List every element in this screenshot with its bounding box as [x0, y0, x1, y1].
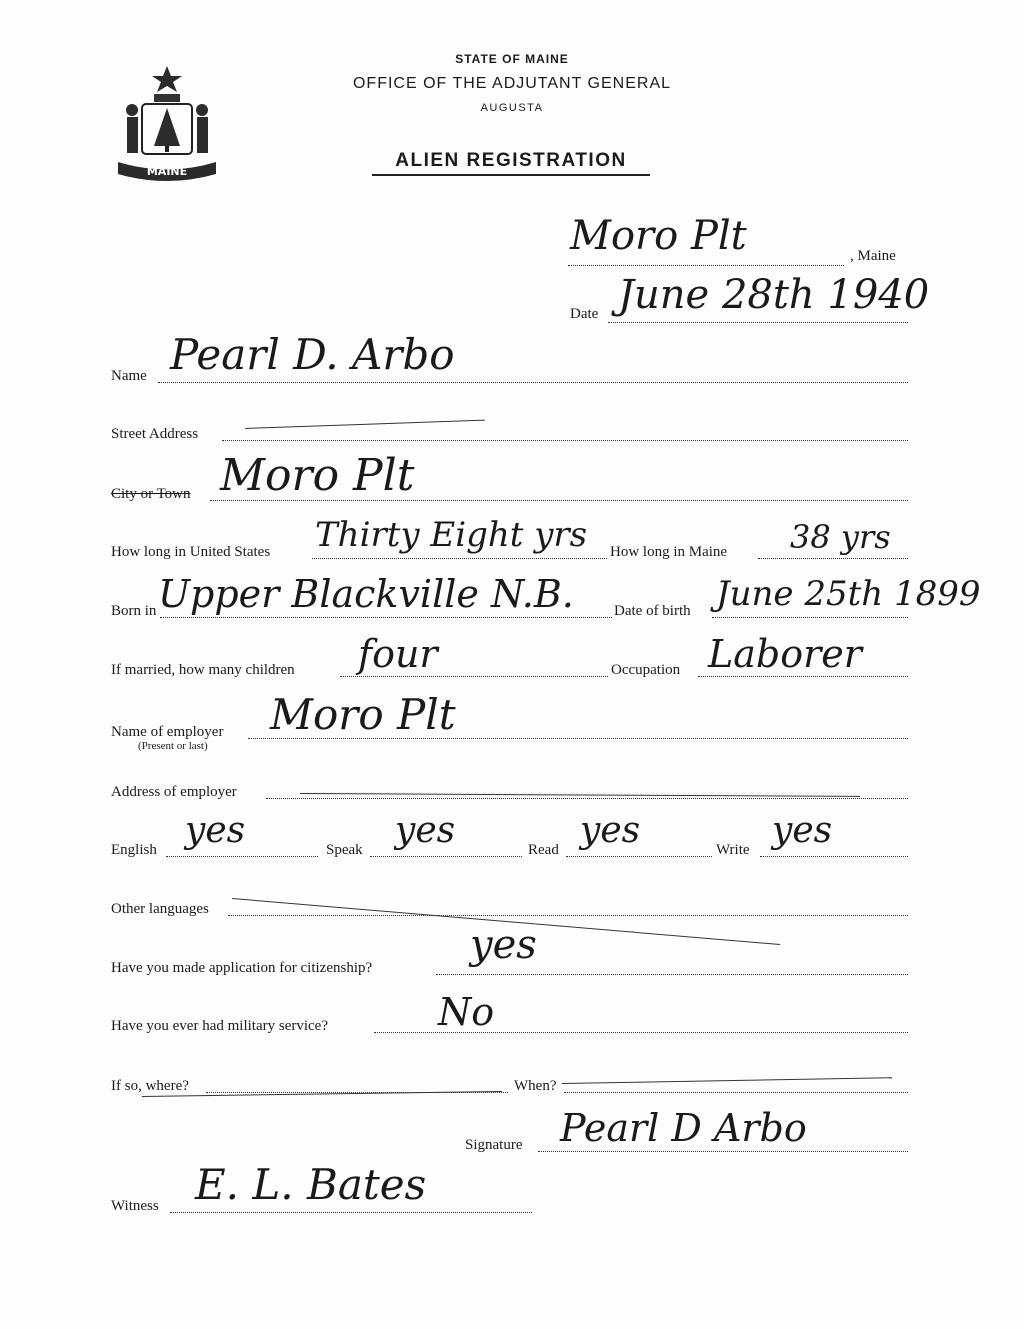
place-value[interactable]: Moro Plt: [570, 213, 747, 259]
name-value[interactable]: Pearl D. Arbo: [170, 330, 455, 379]
military-label: Have you ever had military service?: [111, 1018, 328, 1034]
how-long-us-line: [312, 558, 607, 559]
children-line: [340, 676, 608, 677]
employer-value[interactable]: Moro Plt: [270, 690, 456, 739]
employer-address-label: Address of employer: [111, 784, 237, 800]
employer-sublabel: (Present or last): [138, 740, 208, 752]
born-in-value[interactable]: Upper Blackville N.B.: [158, 572, 574, 616]
street-address-line: [222, 440, 908, 441]
name-label: Name: [111, 368, 147, 384]
employer-label: Name of employer: [111, 724, 224, 740]
city-town-value[interactable]: Moro Plt: [220, 450, 415, 501]
form-title: ALIEN REGISTRATION: [372, 150, 650, 176]
city-heading: AUGUSTA: [480, 102, 544, 114]
state-heading: STATE OF MAINE: [455, 52, 569, 66]
born-in-line: [160, 617, 612, 618]
read-line: [566, 856, 712, 857]
blank-dash: [562, 1077, 892, 1084]
date-of-birth-line: [712, 617, 908, 618]
when-line: [564, 1092, 908, 1093]
english-label: English: [111, 842, 157, 858]
write-value[interactable]: yes: [772, 810, 833, 851]
blank-dash: [245, 420, 485, 429]
how-long-maine-line: [758, 558, 908, 559]
employer-address-line: [266, 798, 908, 799]
date-of-birth-value[interactable]: June 25th 1899: [716, 574, 981, 614]
witness-label: Witness: [111, 1198, 159, 1214]
how-long-maine-value[interactable]: 38 yrs: [790, 518, 891, 556]
children-label: If married, how many children: [111, 662, 295, 678]
born-in-label: Born in: [111, 603, 157, 619]
witness-line: [170, 1212, 532, 1213]
occupation-label: Occupation: [611, 662, 681, 678]
read-value[interactable]: yes: [580, 810, 641, 851]
place-line: [568, 265, 844, 266]
speak-value[interactable]: yes: [395, 810, 456, 851]
occupation-line: [698, 676, 908, 677]
speak-line: [370, 856, 522, 857]
where-label: If so, where?: [111, 1078, 189, 1094]
citizenship-value[interactable]: yes: [470, 922, 537, 968]
signature-value[interactable]: Pearl D Arbo: [560, 1106, 807, 1150]
citizenship-line: [436, 974, 908, 975]
read-label: Read: [528, 842, 559, 858]
english-value[interactable]: yes: [185, 810, 246, 851]
how-long-maine-label: How long in Maine: [610, 544, 728, 560]
other-languages-line: [228, 915, 908, 916]
signature-line: [538, 1151, 908, 1152]
write-label: Write: [716, 842, 750, 858]
children-value[interactable]: four: [358, 632, 438, 676]
write-line: [760, 856, 908, 857]
date-line: [608, 322, 908, 323]
how-long-us-value[interactable]: Thirty Eight yrs: [315, 515, 588, 555]
name-line: [158, 382, 908, 383]
city-town-label: City or Town: [111, 486, 191, 502]
date-of-birth-label: Date of birth: [614, 603, 691, 619]
office-heading: OFFICE OF THE ADJUTANT GENERAL: [352, 75, 672, 92]
when-label: When?: [514, 1078, 557, 1094]
military-value[interactable]: No: [438, 990, 495, 1034]
speak-label: Speak: [326, 842, 363, 858]
date-value[interactable]: June 28th 1940: [618, 272, 930, 318]
date-label: Date: [570, 306, 599, 322]
how-long-us-label: How long in United States: [111, 544, 271, 560]
other-languages-label: Other languages: [111, 901, 209, 917]
witness-value[interactable]: E. L. Bates: [195, 1160, 427, 1209]
blank-dash: [300, 793, 860, 797]
signature-label: Signature: [465, 1137, 523, 1153]
occupation-value[interactable]: Laborer: [708, 632, 862, 676]
english-line: [166, 856, 318, 857]
street-address-label: Street Address: [111, 426, 199, 442]
citizenship-label: Have you made application for citizenship?: [111, 960, 373, 976]
maine-suffix-label: , Maine: [850, 248, 896, 264]
seal-text: MAINE: [146, 165, 188, 178]
